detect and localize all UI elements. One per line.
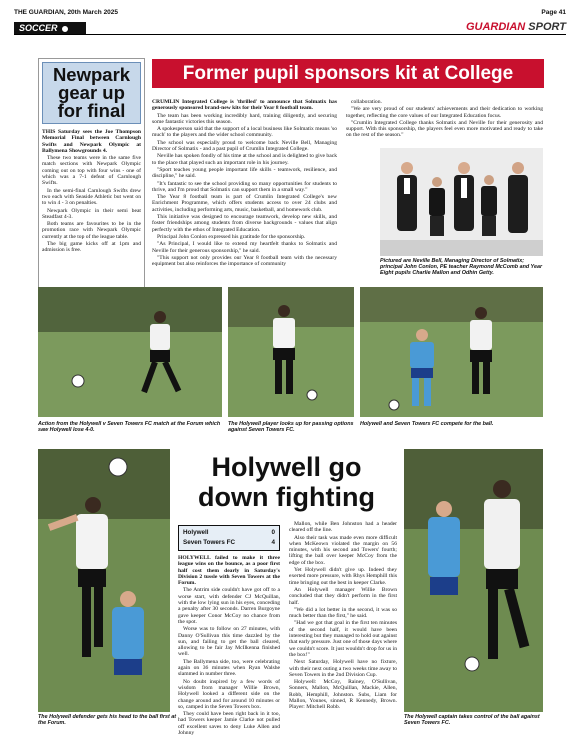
paragraph: The school was especially proud to welcome back Neville Bell, Managing Director of Solmatix - and a past pupil of Crumlin Integrated College.	[152, 139, 337, 153]
paragraph: The team has been working incredibly hard, training diligently, and securing some fantastic victories this season.	[152, 112, 337, 125]
paragraph: Holywell: McCoy, Rainey, O'Sullivan, Sonners, Mallon, McQuillan, Mackie, Allen, Robb, Hemphill, Johnston. Subs, Liam for Mallon, Younes, sinned, R Kennedy, Brown. Player: Mitchell Robb.	[289, 679, 397, 711]
action-caption-1: Action from the Holywell v Seven Towers FC match at the Forum which saw Holywell lose 4-0.	[38, 421, 221, 434]
action-photo-2	[228, 287, 354, 417]
paragraph: Newpark Olympic in their semi beat Steadfast 4-3.	[42, 207, 141, 220]
paragraph: "It's fantastic to see the school providing so many opportunities for students to thrive, and I'm proud that Solmatix can support them in a small way."	[152, 180, 337, 193]
action-caption-3: Holywell and Seven Towers FC compete for the ball.	[360, 421, 494, 427]
paragraph: CRUMLIN Integrated College is 'thrilled' to announce that Solmatix has generously sponsored brand-new kits for their Year 8 football team.	[152, 99, 337, 112]
action-photo-1	[38, 287, 222, 417]
paragraph: The big game kicks off at 1pm and admission is free.	[42, 241, 141, 254]
paragraph: "Had we got that goal in the first ten minutes of the second half, it would have been interesting but they managed to hold out against that early pressure. Just one of those days where we couldn't score. It just wouldn't drop for us in the box!"	[289, 620, 397, 658]
score-box	[178, 525, 280, 551]
paragraph: Mallon, while Ben Johnston had a header cleared off the line.	[289, 521, 397, 534]
paragraph: Yet Holywell didn't give up. Indeed they exerted more pressure, with Rhys Hemphill this time bringing out the best in keeper Clarke.	[289, 567, 397, 586]
paragraph: This initiative was designed to encourage teamwork, develop new skills, and foster friendships among students from diverse backgrounds - values that align perfectly with the ethos of Integrated Education.	[152, 214, 337, 233]
masthead	[14, 7, 566, 19]
soccer-section-tag: SOCCER	[14, 22, 86, 34]
holywell-photo-right	[404, 449, 543, 712]
football-icon	[61, 25, 69, 33]
paragraph: The Ballymena side, too, were celebrating again on 36 minutes when Ryan Walshe slammed in number three.	[178, 658, 280, 678]
paragraph: Principal John Conlon expressed his gratitude for the sponsorship.	[157, 233, 306, 240]
newpark-story	[38, 58, 145, 322]
holywell-photo-right-caption: The Holywell captain takes control of the ball against Seven Towers FC.	[404, 714, 540, 727]
paragraph: "Crumlin Integrated College thanks Solmatix and Neville for their generosity and support. With this sponsorship, the players feel even more motivated and ready to take on the rest of the season."	[346, 119, 543, 139]
action-photo-3	[360, 287, 543, 417]
former-pupil-column-1	[152, 99, 337, 275]
former-pupil-headline: Former pupil sponsors kit at College	[152, 59, 544, 88]
paragraph: Both teams are favourites to be in the promotion race with Newpark Olympic currently at the top of the league table.	[42, 221, 141, 240]
paragraph: "As Principal, I would like to extend my heartfelt thanks to Solmatix and Neville for their generous sponsorship," he said.	[152, 241, 337, 254]
holywell-photo-left	[38, 449, 170, 712]
paragraph: They could have been right back in it too, had Towers keeper Jamie Clarke not pulled off excellent saves to deny Luke Allen and Johnny	[178, 711, 280, 737]
paper-date: THE GUARDIAN, 20th March 2025	[14, 9, 119, 16]
paragraph: No doubt inspired by a few words of wisdom from manager Willie Brown, Holywell looked a different side on the change around and for around 10 minutes or so, camped in the Seven Towers box.	[178, 678, 280, 710]
paragraph: collaboration.	[351, 99, 382, 105]
paragraph: Also their task was made even more difficult when McKeown violated the margin on 56 minutes, with his second and Towers' fourth; lifting the ball over keeper McCoy from the edge of the box.	[289, 534, 397, 566]
paragraph: In the semi-final Carnlough Swifts drew two each with Seaside Athletic but went on to win 4 - 3 on penalties.	[42, 187, 141, 207]
paragraph: Next Saturday, Holywell have no fixture, with their next outing a two weeks time away to Seven Towers in the 2nd Division Cup.	[289, 659, 397, 678]
paragraph: "We did a lot better in the second, it was so much better than the first," he said.	[289, 606, 397, 620]
paragraph: These two teams were in the same five match sections with Newpark Olympic coming out on top with four wins - one of which was a 7-1 defeat of Carnlough Swifts.	[42, 155, 141, 187]
sponsorship-photo	[380, 148, 543, 256]
paragraph: The Year 8 football team is part of Crumlin Integrated College's new Enrichment Programme, which offers students access to over 24 clubs and activities, including performing arts, music, basketball, and homework club.	[152, 194, 337, 213]
paragraph: An Holywell manager Willie Brown concluded that they didn't perform in the first half.	[289, 586, 397, 606]
holywell-photo-left-caption: The Holywell defender gets his head to the ball first at the Forum.	[38, 714, 177, 727]
paragraph: "This support not only provides our Year 8 football team with the necessary equipment but also reinforces the importance of community	[152, 254, 337, 268]
paragraph: "Sport teaches young people important life skills - teamwork, resilience, and discipline," he said.	[152, 166, 337, 180]
score-row-home: Holywell 0	[183, 529, 275, 536]
paragraph: The Antrim side couldn't have got off to a worse start, with defender CJ McQuillan, with the low lying sun in his eyes, conceding a penalty after 30 seconds. Darren Burgoyne gave keeper Conor McCoy no chance from the spot.	[178, 587, 280, 625]
sponsorship-photo-caption: Pictured are Neville Bell, Managing Director of Solmatix; principal John Conlon, PE teacher Raymond McComb and Year Eight pupils Charlie Mallon and Odhin Getty.	[380, 258, 543, 277]
paragraph: "We are very proud of our students' achievements and their dedication to working together, reflecting the core values of our Integrated Education focus.	[346, 106, 543, 119]
paragraph: Worse was to follow on 27 minutes, with Danny O'Sullivan this time dazzled by the sun, and failing to get the ball cleared, allowing to be fair Jay McIlkenna finished well.	[178, 626, 280, 658]
paragraph: Neville has spoken fondly of his time at the school and is delighted to give back to the place that played such an important role in his journey.	[152, 153, 337, 166]
holywell-column-2	[289, 521, 397, 729]
guardian-sport-logo: GUARDIAN SPORT	[465, 21, 566, 33]
paragraph: A spokesperson said that the support of a local business like Solmatix means 'so much' to the players and the wider school community.	[152, 126, 337, 139]
page-number: Page 41	[541, 9, 566, 16]
section-bar	[14, 21, 566, 35]
newpark-headline: Newpark gear up for final	[42, 62, 141, 124]
holywell-column-1	[178, 555, 280, 737]
paragraph: THIS Saturday sees the Joe Thompson Memorial Final between Carnlough Swifts and Newpark Olympic at Ballymena Showgrounds 4.	[42, 129, 141, 154]
holywell-headline: Holywell go down fighting	[198, 452, 375, 512]
action-caption-2: The Holywell player looks up for passing options against Seven Towers FC.	[228, 421, 354, 434]
score-row-away: Seven Towers FC 4	[183, 539, 275, 546]
paragraph: HOLYWELL failed to make it three league wins on the bounce, as a poor first half cost them dearly in Saturday's Division 2 tussle with Seven Towers at the Forum.	[178, 555, 280, 587]
newpark-body	[42, 129, 141, 254]
